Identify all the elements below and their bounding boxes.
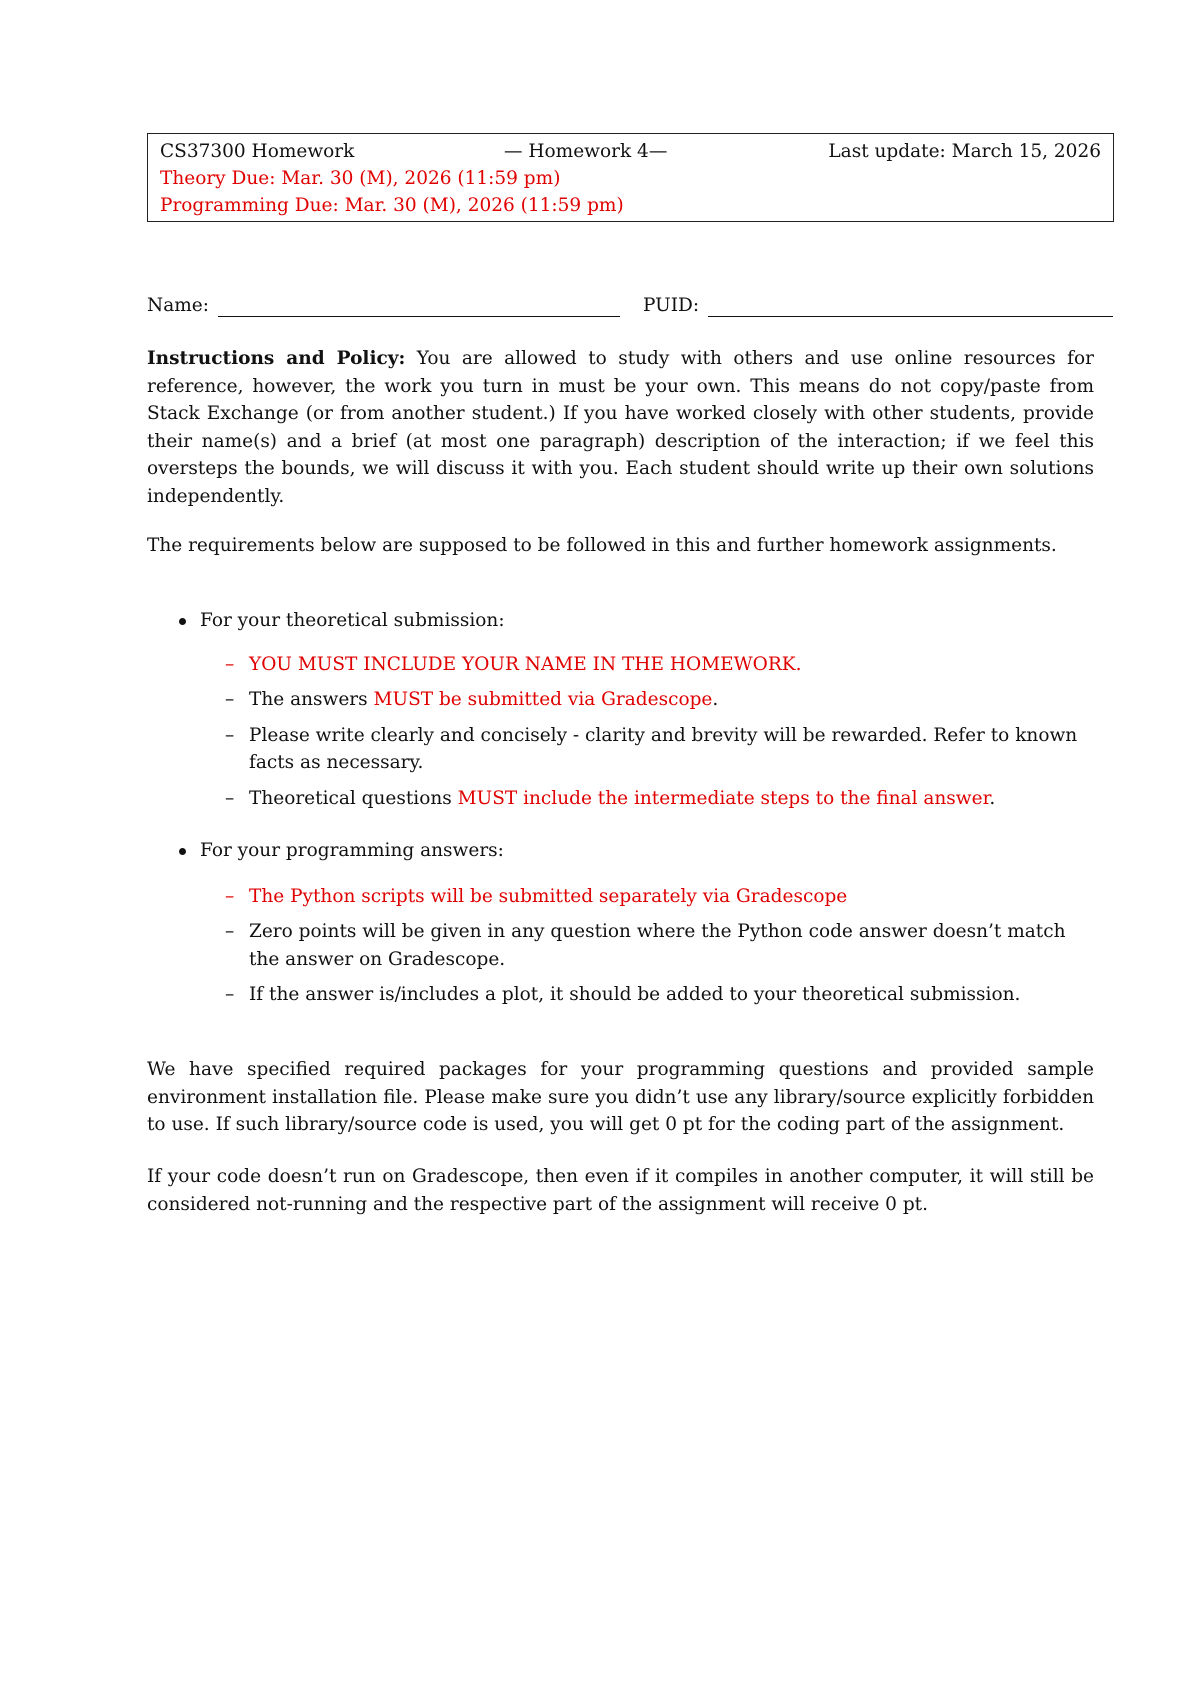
bullet-icon: [179, 618, 186, 625]
theory-item-2-prefix: The answers: [249, 689, 374, 710]
theory-item-3: Please write clearly and concisely - clarity and brevity will be rewarded. Refer to known facts as necessary.: [249, 724, 1078, 773]
dash-icon: –: [225, 885, 235, 907]
theory-bullet: [147, 607, 1094, 635]
theory-item-4-prefix: Theoretical questions: [249, 787, 458, 809]
list-item: [147, 883, 1094, 911]
list-item: [147, 785, 1094, 813]
programming-bullet: [147, 837, 1094, 865]
last-update: Last update: March 15, 2026: [828, 141, 1101, 162]
list-item: [147, 686, 1094, 714]
programming-section-title: For your programming answers:: [200, 840, 504, 861]
dash-icon: –: [225, 984, 235, 1005]
theory-section-title: For your theoretical submission:: [200, 610, 505, 631]
theory-item-2-red: MUST be submitted via Gradescope: [373, 689, 713, 710]
name-field[interactable]: [218, 316, 620, 317]
theory-section: [147, 607, 1094, 812]
name-label: Name:: [147, 295, 209, 316]
gradescope-paragraph: If your code doesn’t run on Gradescope, then even if it compiles in another computer, it will still be considered not-running and the respective part of the assignment will receive 0 pt.: [147, 1166, 1094, 1215]
programming-due-date: Programming Due: Mar. 30 (M), 2026 (11:59 pm): [160, 195, 624, 216]
bullet-icon: [179, 848, 186, 855]
programming-section: [147, 837, 1094, 1009]
theory-due-date: Theory Due: Mar. 30 (M), 2026 (11:59 pm): [160, 168, 561, 189]
programming-item-1: The Python scripts will be submitted separately via Gradescope: [249, 885, 848, 907]
dash-icon: –: [225, 653, 235, 675]
student-fields: [147, 292, 1114, 322]
instructions-paragraph: [147, 345, 1094, 510]
packages-paragraph: We have specified required packages for your programming questions and provided sample environment installation file. Please make sure you didn’t use any library/source explicitly forbidden to use. If such library/source code is used, you will get 0 pt for the coding part of the assignment.: [147, 1059, 1094, 1135]
header-box: [147, 133, 1114, 222]
header-row: [160, 138, 1101, 165]
theory-item-2-suffix: .: [712, 689, 719, 710]
programming-item-2: Zero points will be given in any question where the Python code answer doesn’t match the answer on Gradescope.: [249, 921, 1066, 970]
list-item: [147, 722, 1094, 777]
dash-icon: –: [225, 724, 235, 746]
homework-number: — Homework 4—: [504, 141, 668, 162]
list-item: [147, 981, 1094, 1009]
instructions-text: You are allowed to study with others and use online resources for reference, however, the work you turn in must be your own. This means do not copy/paste from Stack Exchange (or from another student.) If you have worked closely with other students, provide their name(s) and a brief (at most one paragraph) description of the interaction; if we feel this oversteps the bounds, we will discuss it with you. Each student should write up their own solutions independently.: [147, 348, 1094, 507]
requirements-intro: The requirements below are supposed to be followed in this and further homework assignments.: [147, 535, 1057, 556]
theory-list: [147, 651, 1094, 813]
theory-item-4-red: MUST include the intermediate steps to the final answer: [457, 787, 990, 809]
list-item: [147, 918, 1094, 973]
programming-list: [147, 883, 1094, 1009]
puid-field[interactable]: [708, 316, 1113, 317]
puid-label: PUID:: [643, 295, 700, 316]
theory-item-4-suffix: .: [989, 787, 996, 809]
dash-icon: –: [225, 787, 235, 809]
programming-item-3: If the answer is/includes a plot, it should be added to your theoretical submission.: [249, 984, 1021, 1005]
dash-icon: –: [225, 921, 235, 942]
list-item: [147, 651, 1094, 679]
course-title: CS37300 Homework: [160, 141, 355, 162]
theory-item-1: YOU MUST INCLUDE YOUR NAME IN THE HOMEWORK.: [249, 653, 802, 675]
instructions-heading: Instructions and Policy:: [147, 348, 406, 369]
dash-icon: –: [225, 689, 235, 710]
